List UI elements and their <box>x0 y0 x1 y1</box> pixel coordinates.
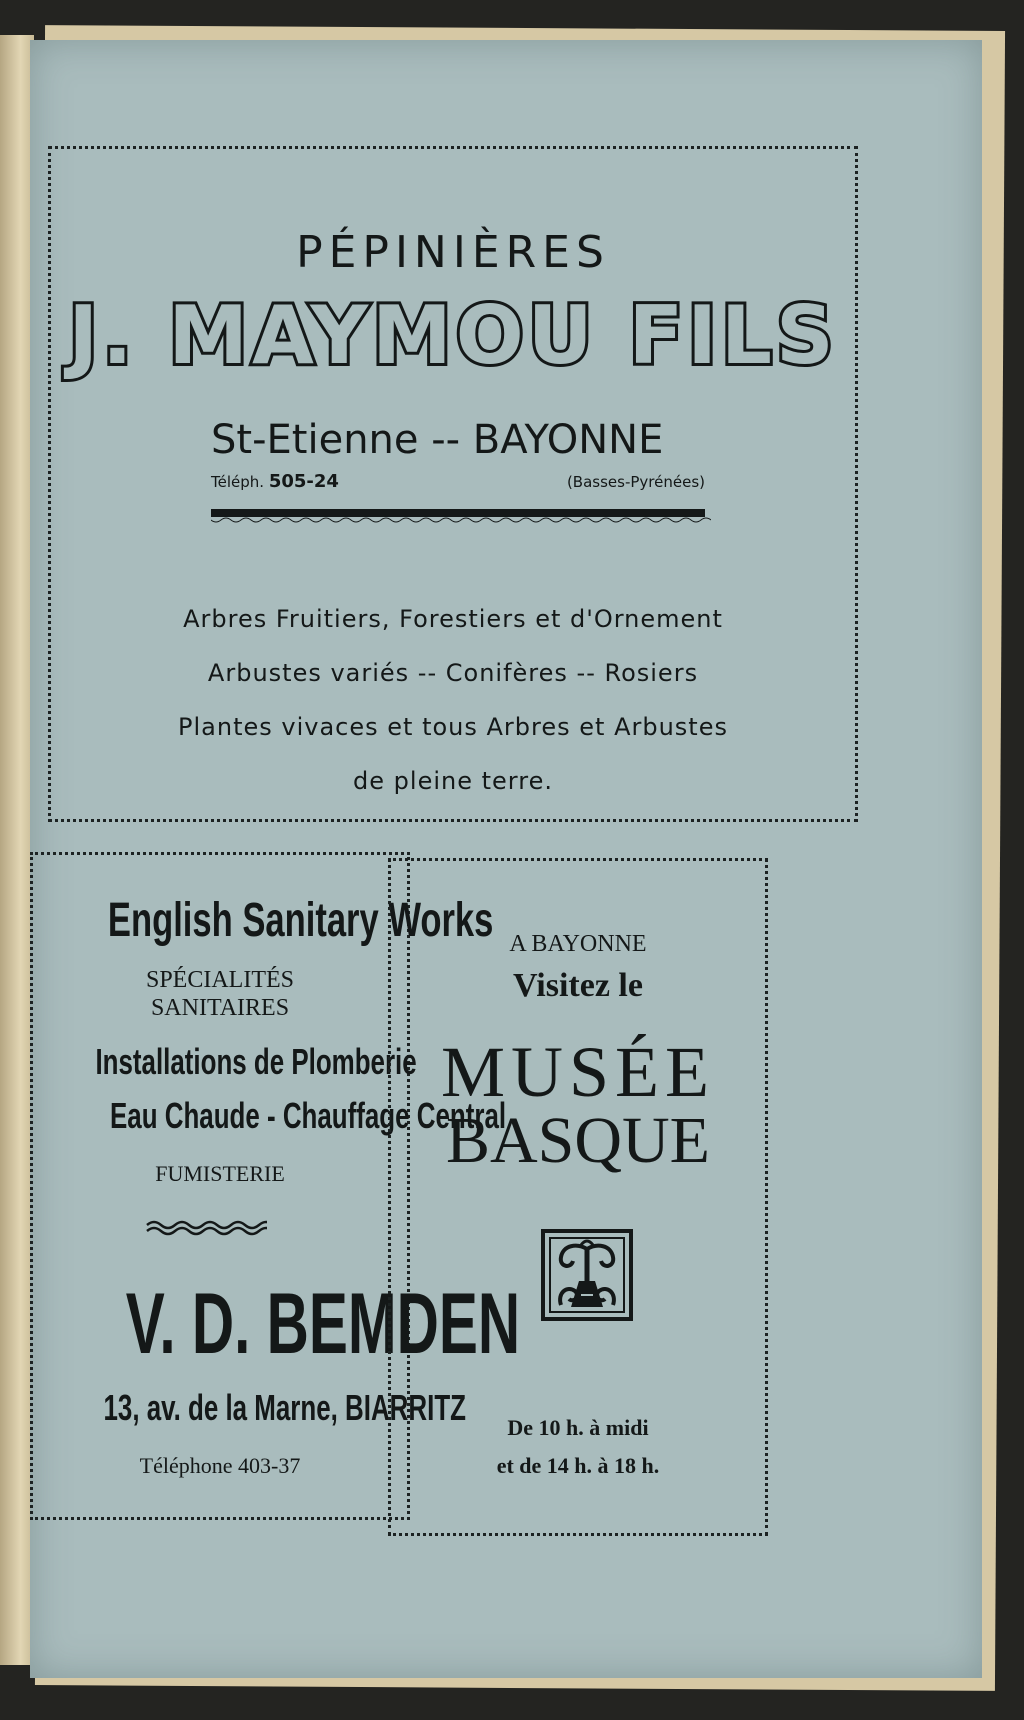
company-name: J. MAYMOU FILS <box>68 289 838 382</box>
region: (Basses-Pyrénées) <box>566 473 705 491</box>
booklet-page <box>30 40 982 1678</box>
phone-number: 505-24 <box>268 471 339 492</box>
address: 13, av. de la Marne, BIARRITZ <box>103 1387 466 1428</box>
wave-divider <box>211 517 711 525</box>
ad-line: Arbres Fruitiers, Forestiers et d'Ornement <box>183 605 723 633</box>
company-name: V. D. BEMDEN <box>125 1276 521 1372</box>
ad-line: Plantes vivaces et tous Arbres et Arbustes <box>178 713 728 741</box>
ad-english-sanitary <box>30 852 521 1520</box>
services-line: Eau Chaude - Chauffage Central <box>110 1095 507 1136</box>
ad-line: de pleine terre. <box>353 767 553 795</box>
fumisterie-line: FUMISTERIE <box>155 1161 285 1186</box>
ad-kicker: A BAYONNE <box>509 931 647 957</box>
phone: Téléphone 403-37 <box>139 1453 301 1478</box>
opening-hours: et de 14 h. à 18 h. <box>496 1453 660 1478</box>
location-text: St-Etienne -- BAYONNE <box>211 417 664 463</box>
ad-musee-basque <box>388 858 768 1536</box>
museum-title: BASQUE <box>445 1104 711 1177</box>
divider-rule <box>211 509 705 517</box>
ad-kicker: PÉPINIÈRES <box>296 227 610 278</box>
wave-ornament-icon <box>143 1217 267 1237</box>
location <box>211 417 705 463</box>
phone-row <box>211 471 705 492</box>
basque-ornament-icon <box>541 1229 633 1321</box>
ad-title: English Sanitary Works <box>107 894 494 947</box>
services-line: Installations de Plomberie <box>95 1041 417 1082</box>
visit-line: Visitez le <box>513 967 643 1004</box>
sanitaires-line: SANITAIRES <box>150 995 290 1021</box>
phone <box>211 471 339 492</box>
ad-line: Arbustes variés -- Conifères -- Rosiers <box>207 659 699 687</box>
museum-title: MUSÉE <box>440 1032 716 1112</box>
phone-label: Téléph. <box>211 473 265 491</box>
opening-hours: De 10 h. à midi <box>507 1415 649 1440</box>
ad-pepinieres <box>48 146 858 822</box>
specialites-line: SPÉCIALITÉS <box>145 967 294 993</box>
page-edge <box>0 35 34 1665</box>
